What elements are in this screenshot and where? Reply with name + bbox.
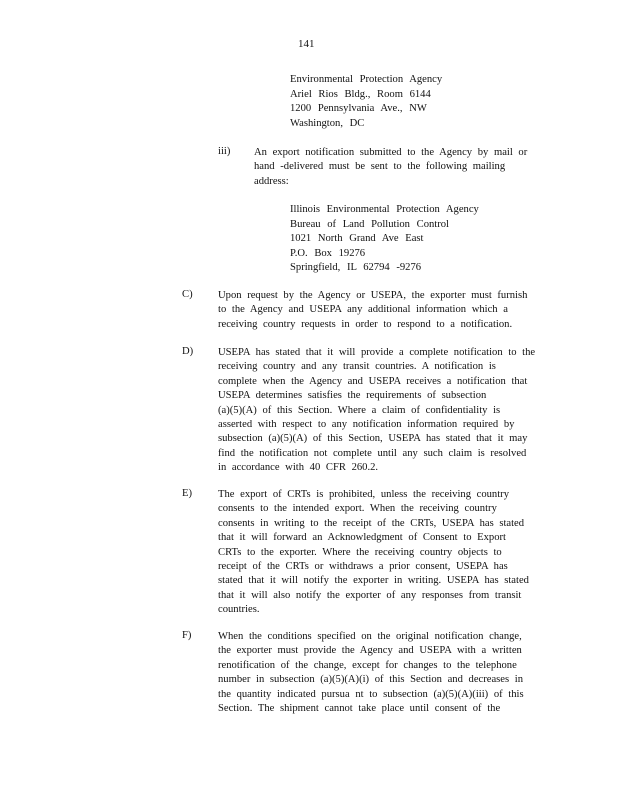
illinois-address-block	[290, 203, 479, 276]
text-line: subsection (a)(5)(A) of this Section, USEPA has stated that it may	[218, 433, 528, 445]
epa-address-block	[290, 73, 442, 131]
text-line: that it will forward an Acknowledgment of Consent to Export	[218, 532, 506, 544]
text-line: stated that it will notify the exporter in writing. USEPA has stated	[218, 575, 529, 587]
text-line: hand -delivered must be sent to the following mailing	[254, 161, 506, 173]
item-d-text	[218, 346, 535, 476]
page-number: 141	[298, 38, 315, 50]
address-line: P.O. Box 19276	[290, 247, 366, 259]
item-iii-label: iii)	[218, 146, 231, 157]
item-f-label: F)	[182, 630, 192, 641]
text-line: countries.	[218, 604, 260, 616]
item-e-label: E)	[182, 488, 192, 499]
item-d-label: D)	[182, 346, 194, 357]
address-line: Environmental Protection Agency	[290, 74, 443, 85]
text-line: An export notification submitted to the Agency by mail or	[254, 147, 528, 158]
address-line: Washington, DC	[290, 117, 365, 129]
text-line: USEPA has stated that it will provide a complete notification to the	[218, 347, 536, 358]
text-line: (a)(5)(A) of this Section. Where a claim of confidentiality is	[218, 404, 501, 416]
text-line: address:	[254, 175, 289, 187]
address-line: Springfield, IL 62794 -9276	[290, 262, 422, 273]
text-line: renotification of the change, except for changes to the telephone	[218, 659, 517, 671]
item-c-text	[218, 289, 527, 332]
text-line: receiving country and any transit countries. A notification is	[218, 361, 496, 373]
text-line: CRTs to the exporter. Where the receiving country objects to	[218, 546, 502, 558]
text-line: consents to the intended export. When the receiving country	[218, 503, 497, 515]
text-line: the exporter must provide the Agency and USEPA with a written	[218, 645, 522, 657]
text-line: in accordance with 40 CFR 260.2.	[218, 462, 379, 474]
address-line: 1200 Pennsylvania Ave., NW	[290, 103, 427, 114]
text-line: Upon request by the Agency or USEPA, the exporter must furnish	[218, 290, 528, 301]
text-line: find the notification not complete until any such claim is resolved	[218, 447, 527, 459]
text-line: consents in writing to the receipt of the CRTs, USEPA has stated	[218, 517, 525, 529]
item-e-text	[218, 488, 529, 618]
text-line: USEPA determines satisfies the requirements of subsection	[218, 390, 487, 402]
text-line: that it will also notify the exporter of any responses from transit	[218, 589, 522, 601]
address-line: Ariel Rios Bldg., Room 6144	[290, 88, 431, 100]
text-line: complete when the Agency and USEPA receives a notification that	[218, 375, 528, 387]
text-line: asserted with respect to any notification information required by	[218, 419, 515, 431]
text-line: the quantity indicated pursua nt to subsection (a)(5)(A)(iii) of this	[218, 688, 524, 700]
text-line: receiving country requests in order to respond to a notification.	[218, 318, 513, 330]
item-f-text	[218, 630, 524, 716]
address-line: 1021 North Grand Ave East	[290, 233, 424, 244]
item-c-label: C)	[182, 289, 193, 300]
address-line: Illinois Environmental Protection Agency	[290, 204, 479, 215]
text-line: to the Agency and USEPA any additional information which a	[218, 304, 508, 316]
text-line: The export of CRTs is prohibited, unless the receiving country	[218, 489, 509, 500]
text-line: number in subsection (a)(5)(A)(i) of this Section and decreases in	[218, 674, 523, 686]
address-line: Bureau of Land Pollution Control	[290, 218, 450, 230]
text-line: Section. The shipment cannot take place until consent of the	[218, 703, 501, 715]
text-line: When the conditions specified on the original notification change,	[218, 631, 522, 642]
text-line: receipt of the CRTs or withdraws a prior consent, USEPA has	[218, 561, 508, 573]
item-iii-text	[254, 146, 534, 189]
